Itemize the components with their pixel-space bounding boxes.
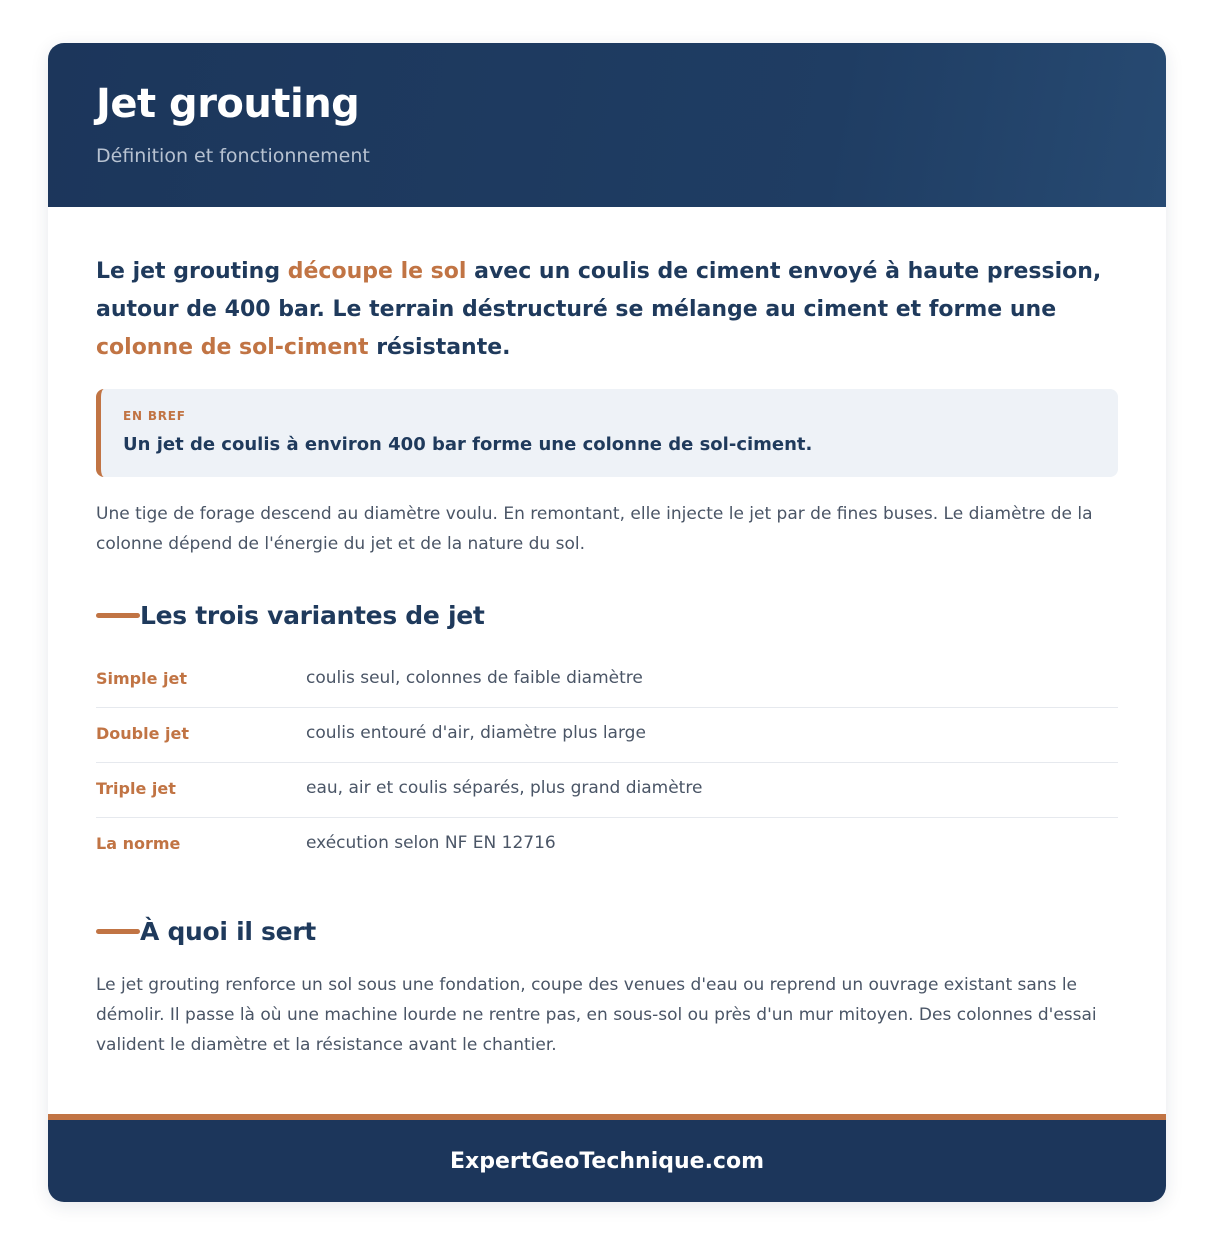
item-value: exécution selon NF EN 12716 [306,833,556,853]
list-item [96,708,1118,763]
section-title: À quoi il sert [140,916,316,946]
item-key: La norme [96,834,181,853]
item-key: Double jet [96,724,190,743]
intro-lead [96,253,1118,367]
intro-text-3: résistante. [368,335,511,360]
page-title: Jet grouting [96,81,360,127]
item-key: Simple jet [96,669,188,688]
list-item [96,763,1118,818]
page-subtitle: Définition et fonctionnement [96,145,370,167]
variants-list [96,653,1118,873]
item-value: coulis entouré d'air, diamètre plus large [306,723,646,743]
section-title: Les trois variantes de jet [140,600,485,630]
usage-paragraph: Le jet grouting renforce un sol sous une fondation, coupe des venues d'eau ou reprend un ouvrage existant sans le démolir. Il passe là où une machine lourde ne rentre pas, en sous-sol ou près d'un mur mitoyen. Des colonnes d'essai valident le diamètre et la résistance avant le chantier. [96,975,1097,1055]
list-item [96,818,1118,873]
item-key: Triple jet [96,779,176,798]
item-value: coulis seul, colonnes de faible diamètre [306,668,643,688]
intro-highlight-1: découpe le sol [287,259,467,284]
summary-callout [96,389,1118,477]
section-heading-variants [96,598,485,632]
item-value: eau, air et coulis séparés, plus grand diamètre [306,778,703,798]
list-item [96,653,1118,708]
intro-text-2: avec un coulis de ciment envoyé à haute pression, autour de 400 bar. Le terrain déstructuré se mélange au ciment et forme une [96,259,1102,322]
intro-text-1: Le jet grouting [96,259,288,284]
summary-text: Un jet de coulis à environ 400 bar forme une colonne de sol-ciment. [123,434,813,455]
footer-brand: ExpertGeoTechnique.com [449,1148,765,1174]
heading-accent-bar [96,613,140,618]
article-card [48,43,1166,1202]
footer [48,1120,1166,1202]
heading-accent-bar [96,929,140,934]
header-banner [48,43,1166,207]
section-heading-usage [96,914,316,948]
summary-label: EN BREF [123,409,186,423]
description-paragraph: Une tige de forage descend au diamètre voulu. En remontant, elle injecte le jet par de fines buses. Le diamètre de la colonne dépend de l'énergie du jet et de la nature du sol. [96,504,1093,554]
intro-highlight-2: colonne de sol-ciment [96,335,369,360]
